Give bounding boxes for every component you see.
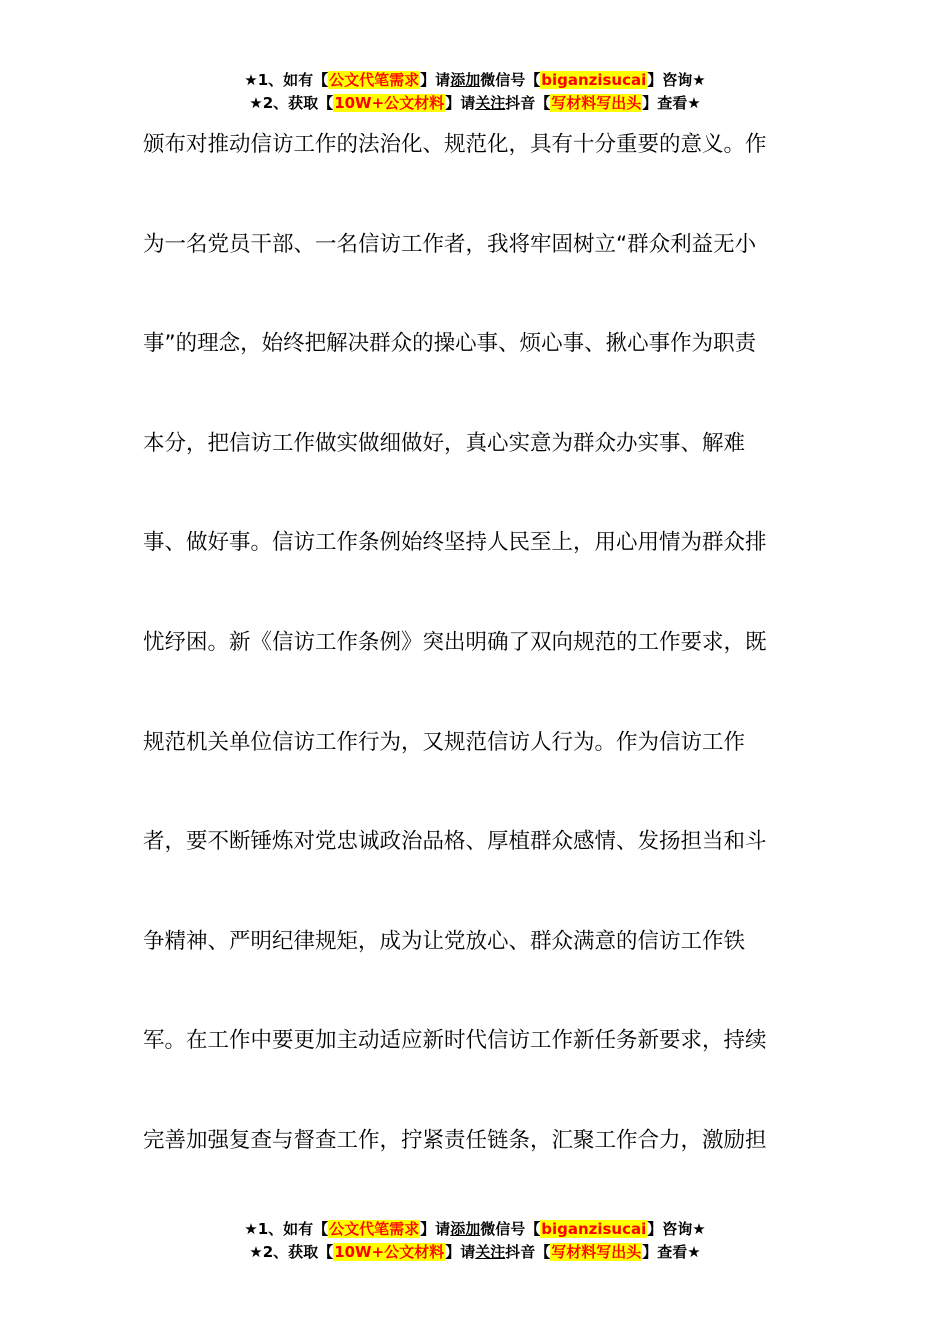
footer-highlight-service: 公文代笔需求 xyxy=(329,1220,420,1238)
header-line-2-prefix: ★2、获取【 xyxy=(249,94,334,112)
body-line: 规范机关单位信访工作行为，又规范信访人行为。作为信访工作 xyxy=(143,729,746,755)
header-highlight-service: 公文代笔需求 xyxy=(329,71,420,89)
document-body xyxy=(143,120,808,1216)
footer-line-2-suffix: 】查看★ xyxy=(642,1243,701,1261)
body-line: 颁布对推动信访工作的法治化、规范化，具有十分重要的意义。作 xyxy=(143,132,767,157)
body-line: 争精神、严明纪律规矩，成为让党放心、群众满意的信访工作铁 xyxy=(143,928,746,954)
footer-highlight-douyin-account: 写材料写出头 xyxy=(551,1243,642,1261)
body-line: 忧纾困。新《信访工作条例》突出明确了双向规范的工作要求，既 xyxy=(143,629,767,655)
footer-line-2 xyxy=(0,1241,950,1264)
footer-underline-follow: 关注 xyxy=(475,1243,506,1261)
header-underline-follow: 关注 xyxy=(475,94,506,112)
footer-line-1-wechat-label: 微信号【 xyxy=(480,1220,541,1238)
header-line-1-text: 】请 xyxy=(420,71,451,89)
footer-line-1-text: 】请 xyxy=(420,1220,451,1238)
header-banner xyxy=(0,69,950,115)
header-line-1 xyxy=(0,69,950,92)
header-underline-add: 添加 xyxy=(450,71,481,89)
footer-line-1 xyxy=(0,1218,950,1241)
header-line-1-prefix: ★1、如有【 xyxy=(244,71,329,89)
header-line-2-douyin-label: 抖音【 xyxy=(505,94,551,112)
header-line-2-suffix: 】查看★ xyxy=(642,94,701,112)
body-line: 事”的理念，始终把解决群众的操心事、烦心事、揪心事作为职责 xyxy=(143,331,757,357)
body-line: 者，要不断锤炼对党忠诚政治品格、厚植群众感情、发扬担当和斗 xyxy=(143,829,767,855)
footer-line-1-prefix: ★1、如有【 xyxy=(244,1220,329,1238)
body-line: 完善加强复查与督查工作，拧紧责任链条，汇聚工作合力，激励担 xyxy=(143,1127,767,1153)
footer-banner xyxy=(0,1218,950,1264)
header-line-1-wechat-label: 微信号【 xyxy=(480,71,541,89)
header-highlight-materials: 10W+公文材料 xyxy=(334,94,445,112)
footer-line-1-suffix: 】咨询★ xyxy=(647,1220,706,1238)
body-line: 军。在工作中要更加主动适应新时代信访工作新任务新要求，持续 xyxy=(143,1028,767,1054)
footer-line-2-douyin-label: 抖音【 xyxy=(505,1243,551,1261)
footer-line-2-prefix: ★2、获取【 xyxy=(249,1243,334,1261)
body-line: 为一名党员干部、一名信访工作者，我将牢固树立“群众利益无小 xyxy=(143,231,757,257)
header-highlight-douyin-account: 写材料写出头 xyxy=(551,94,642,112)
footer-underline-add: 添加 xyxy=(450,1220,481,1238)
footer-highlight-materials: 10W+公文材料 xyxy=(334,1243,445,1261)
body-line: 本分，把信访工作做实做细做好，真心实意为群众办实事、解难 xyxy=(143,430,746,456)
header-line-2-text: 】请 xyxy=(445,94,476,112)
body-line: 事、做好事。信访工作条例始终坚持人民至上，用心用情为群众排 xyxy=(143,530,767,556)
header-line-2 xyxy=(0,92,950,115)
footer-highlight-wechat-id: biganzisucai xyxy=(541,1220,647,1238)
footer-line-2-text: 】请 xyxy=(445,1243,476,1261)
header-line-1-suffix: 】咨询★ xyxy=(647,71,706,89)
header-highlight-wechat-id: biganzisucai xyxy=(541,71,647,89)
